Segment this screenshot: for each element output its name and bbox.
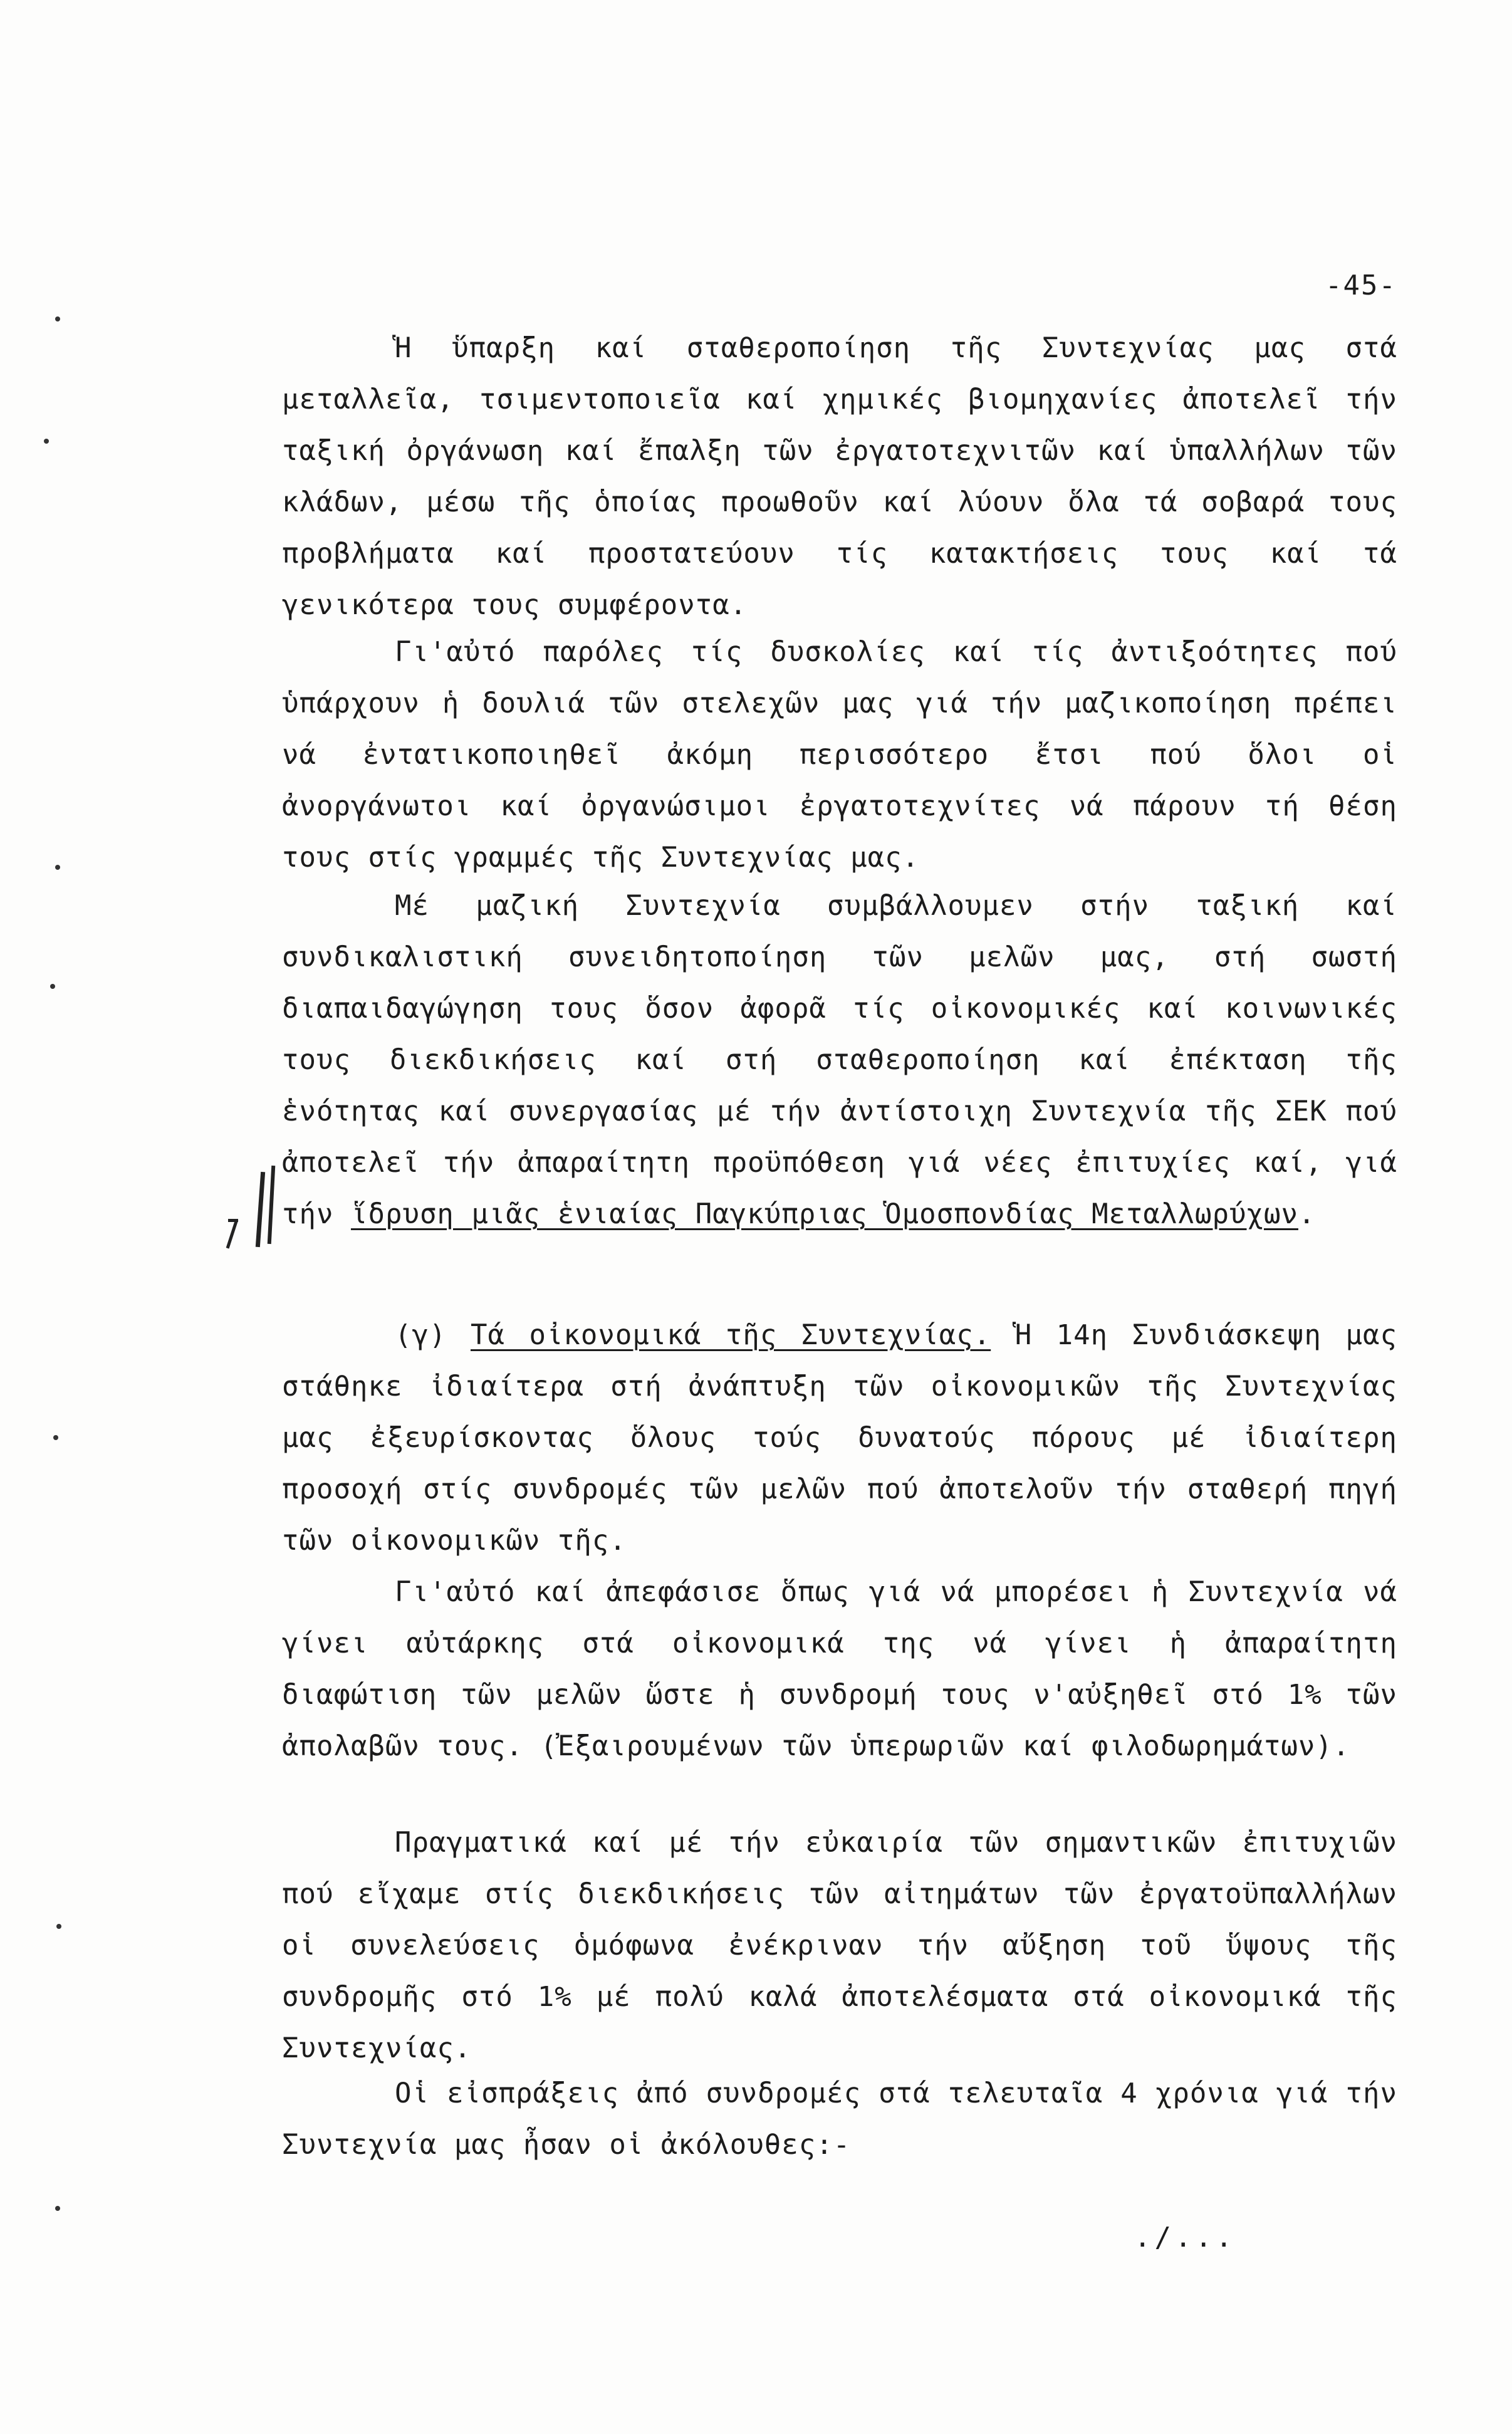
paragraph-3-end: . [1298, 1198, 1316, 1230]
paragraph-3 [282, 880, 1397, 1240]
margin-tick [226, 1219, 239, 1248]
paragraph-4-body: Ἡ 14η Συνδιάσκεψη μας στάθηκε ἰδιαίτερα στή ἀνάπτυξη τῶν οἰκονομικῶν τῆς Συντεχνίας μας ἐξευρίσκοντας ὅλους τούς δυνατούς πόρους μέ ἰδιαίτερη προσοχή στίς συνδρομές τῶν μελῶν πού ἀποτελοῦν τήν σταθερή πηγή τῶν οἰκονομικῶν τῆς. [282, 1319, 1397, 1557]
section-prefix: (γ) [395, 1319, 447, 1351]
paragraph-2 [282, 627, 1397, 884]
paragraph-6-text: Πραγματικά καί μέ τήν εὐκαιρία τῶν σημαντικῶν ἐπιτυχιῶν πού εἴχαμε στίς διεκδικήσεις τῶν αἰτημάτων τῶν ἐργατοϋπαλλήλων οἱ συνελεύσεις ὁμόφωνα ἐνέκριναν τήν αὔξηση τοῦ ὕψους τῆς συνδρομῆς στό 1% μέ πολύ καλά ἀποτελέσματα στά οἰκονομικά τῆς Συντεχνίας. [282, 1827, 1397, 2064]
paragraph-5 [282, 1567, 1397, 1772]
section-heading: Τά οἰκονομικά τῆς Συντεχνίας. [470, 1319, 991, 1351]
margin-tick-top [228, 1219, 238, 1222]
margin-speck [53, 1435, 58, 1440]
paragraph-1-text: Ἡ ὕπαρξη καί σταθεροποίηση τῆς Συντεχνίας μας στά μεταλλεῖα, τσιμεντοποιεῖα καί χημικές βιομηχανίες ἀποτελεῖ τήν ταξική ὀργάνωση καί ἔπαλξη τῶν ἐργατοτεχνιτῶν καί ὑπαλλήλων τῶν κλάδων, μέσω τῆς ὁποίας προωθοῦν καί λύουν ὅλα τά σοβαρά τους προβλήματα καί προστατεύουν τίς κατακτήσεις τους καί τά γενικότερα τους συμφέροντα. [282, 332, 1397, 621]
paragraph-4 [282, 1310, 1397, 1567]
paragraph-7 [282, 2068, 1397, 2171]
margin-speck [55, 316, 60, 321]
paragraph-4-text [282, 1310, 1397, 1567]
paragraph-3-underlined: ἵδρυση μιᾶς ἑνιαίας Παγκύπριας Ὁμοσπονδίας Μεταλλωρύχων [350, 1198, 1298, 1230]
margin-speck [55, 865, 60, 870]
paragraph-5-text: Γι'αὐτό καί ἀπεφάσισε ὅπως γιά νά μπορέσει ἡ Συντεχνία νά γίνει αὐτάρκης στά οἰκονομικά της νά γίνει ἡ ἀπαραίτητη διαφώτιση τῶν μελῶν ὥστε ἡ συνδρομή τους ν'αὐξηθεῖ στό 1% τῶν ἀπολαβῶν τους. (Ἐξαιρουμένων τῶν ὑπερωριῶν καί φιλοδωρημάτων). [282, 1576, 1397, 1762]
paragraph-2-text: Γι'αὐτό παρόλες τίς δυσκολίες καί τίς ἀντιξοότητες πού ὑπάρχουν ἡ δουλιά τῶν στελεχῶν μας γιά τήν μαζικοποίηση πρέπει νά ἐντατικοποιηθεῖ ἀκόμη περισσότερο ἔτσι πού ὅλοι οἱ ἀνοργάνωτοι καί ὀργανώσιμοι ἐργατοτεχνίτες νά πάρουν τή θέση τους στίς γραμμές τῆς Συντεχνίας μας. [282, 636, 1397, 874]
paragraph-6 [282, 1817, 1397, 2074]
continuation-mark: ./... [1134, 2222, 1236, 2254]
paragraph-7-text: Οἱ εἰσπράξεις ἀπό συνδρομές στά τελευταῖα 4 χρόνια γιά τήν Συντεχνία μας ἦσαν οἱ ἀκόλουθες:- [282, 2077, 1397, 2161]
margin-speck [44, 439, 49, 444]
margin-line-1 [256, 1172, 265, 1247]
margin-speck [50, 984, 55, 989]
paragraph-3-body: Μέ μαζική Συντεχνία συμβάλλουμεν στήν ταξική καί συνδικαλιστική συνειδητοποίηση τῶν μελῶν μας, στή σωστή διαπαιδαγώγηση τους ὅσον ἀφορᾶ τίς οἰκονομικές καί κοινωνικές τους διεκδικήσεις καί στή σταθεροποίηση καί ἐπέκταση τῆς ἑνότητας καί συνεργασίας μέ τήν ἀντίστοιχη Συντεχνία τῆς ΣΕΚ πού ἀποτελεῖ τήν ἀπαραίτητη προϋπόθεση γιά νέες ἐπιτυχίες καί, γιά τήν [282, 890, 1397, 1230]
paragraph-1 [282, 323, 1397, 631]
page-number: -45- [1325, 269, 1397, 301]
margin-line-2 [268, 1166, 276, 1244]
margin-speck [55, 2206, 60, 2211]
paragraph-3-text [282, 880, 1397, 1240]
margin-speck [56, 1924, 61, 1929]
